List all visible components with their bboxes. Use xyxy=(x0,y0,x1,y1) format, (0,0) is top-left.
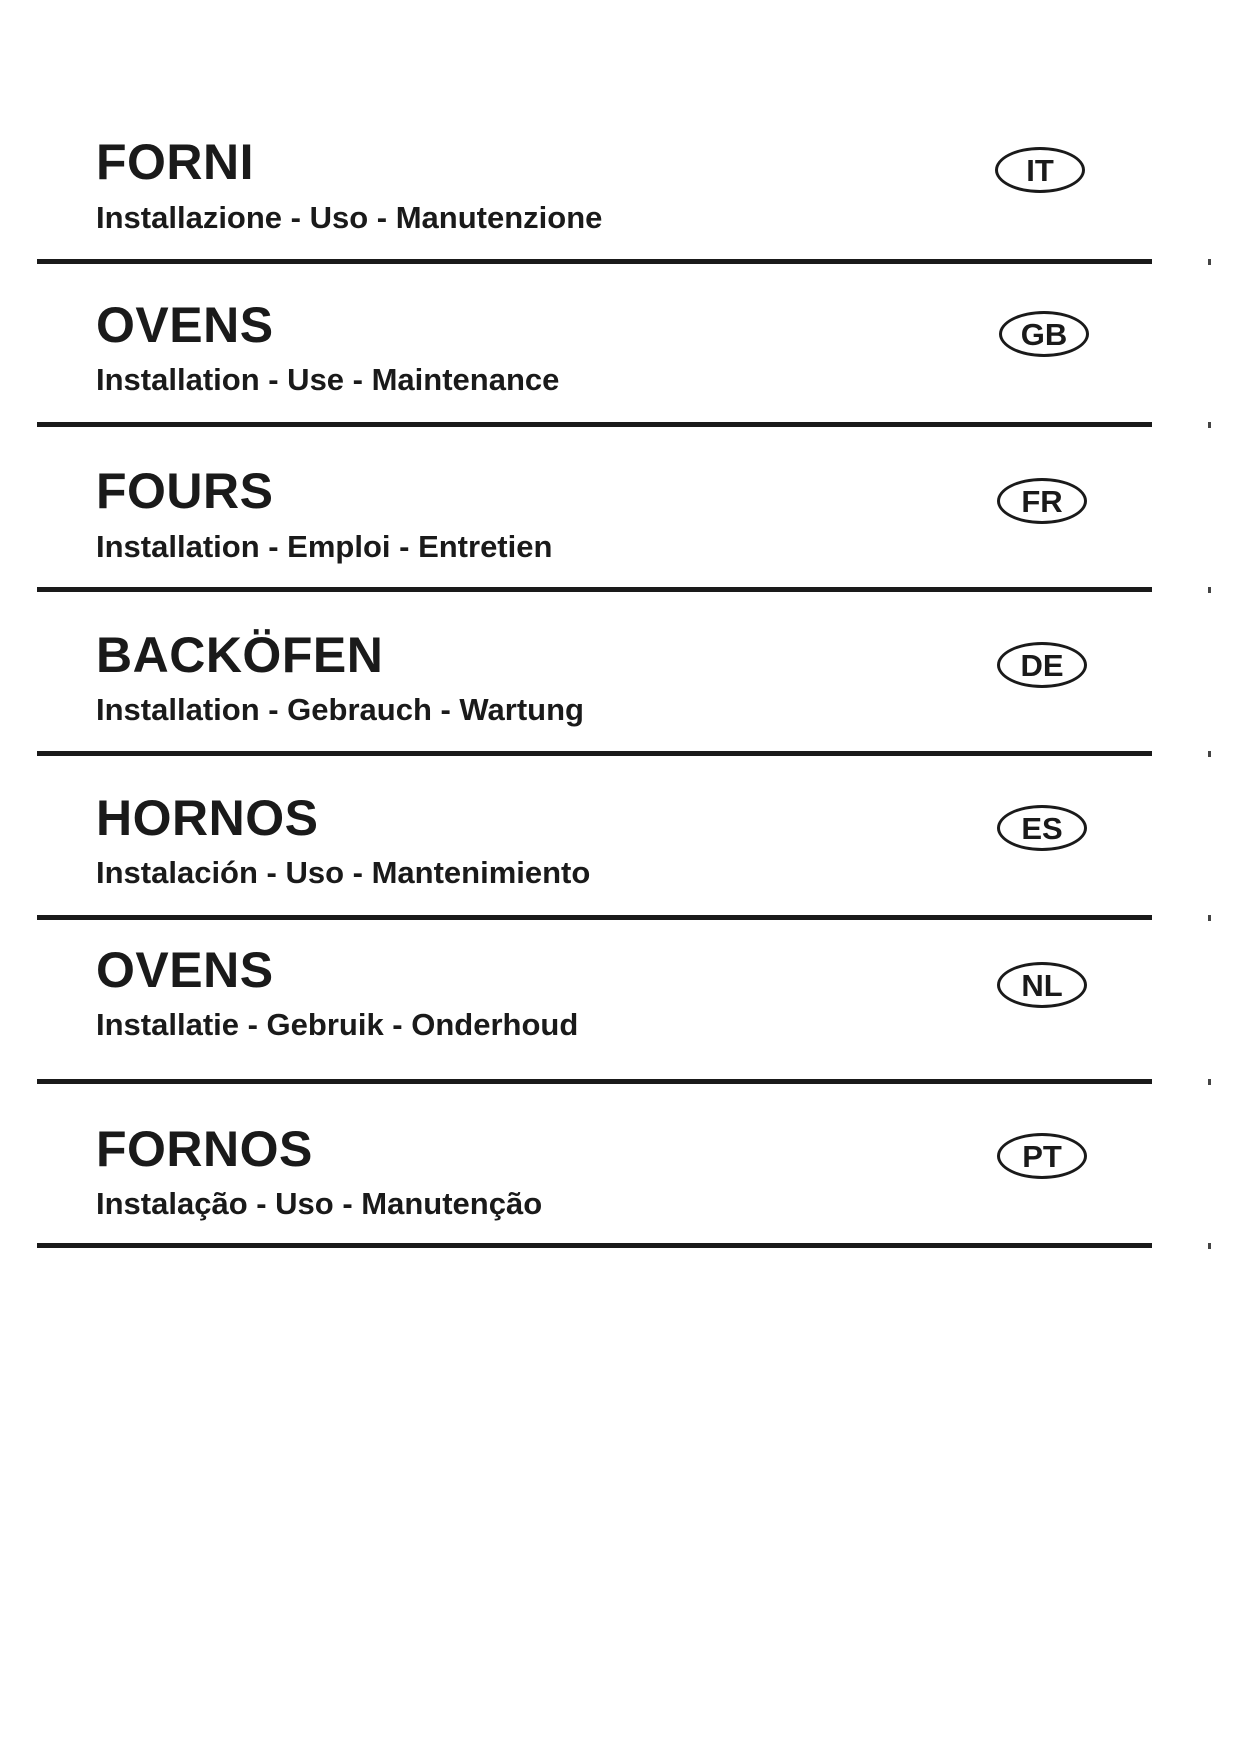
language-badge-de: DE xyxy=(997,642,1087,688)
margin-tick xyxy=(1208,915,1211,921)
margin-tick xyxy=(1208,1079,1211,1085)
section-title: FOURS xyxy=(96,463,274,519)
section-divider xyxy=(37,422,1152,427)
margin-tick xyxy=(1208,751,1211,757)
section-title: HORNOS xyxy=(96,790,319,846)
section-divider xyxy=(37,1079,1152,1084)
section-divider xyxy=(37,259,1152,264)
margin-tick xyxy=(1208,587,1211,593)
section-title: OVENS xyxy=(96,297,274,353)
section-subtitle: Instalação - Uso - Manutenção xyxy=(96,1186,543,1221)
section-subtitle: Instalación - Uso - Mantenimiento xyxy=(96,855,591,890)
section-subtitle: Installazione - Uso - Manutenzione xyxy=(96,200,603,235)
section-divider xyxy=(37,1243,1152,1248)
language-badge-gb: GB xyxy=(999,311,1089,357)
section-title: FORNOS xyxy=(96,1121,313,1177)
language-badge-it: IT xyxy=(995,147,1085,193)
section-divider xyxy=(37,751,1152,756)
section-subtitle: Installation - Use - Maintenance xyxy=(96,362,560,397)
margin-tick xyxy=(1208,259,1211,265)
section-divider xyxy=(37,587,1152,592)
section-subtitle: Installation - Gebrauch - Wartung xyxy=(96,692,584,727)
section-subtitle: Installatie - Gebruik - Onderhoud xyxy=(96,1007,579,1042)
margin-tick xyxy=(1208,1243,1211,1249)
language-badge-pt: PT xyxy=(997,1133,1087,1179)
section-title: FORNI xyxy=(96,134,255,190)
margin-tick xyxy=(1208,422,1211,428)
language-badge-es: ES xyxy=(997,805,1087,851)
section-subtitle: Installation - Emploi - Entretien xyxy=(96,529,553,564)
section-divider xyxy=(37,915,1152,920)
language-badge-nl: NL xyxy=(997,962,1087,1008)
language-badge-fr: FR xyxy=(997,478,1087,524)
section-title: OVENS xyxy=(96,942,274,998)
section-title: BACKÖFEN xyxy=(96,627,384,683)
